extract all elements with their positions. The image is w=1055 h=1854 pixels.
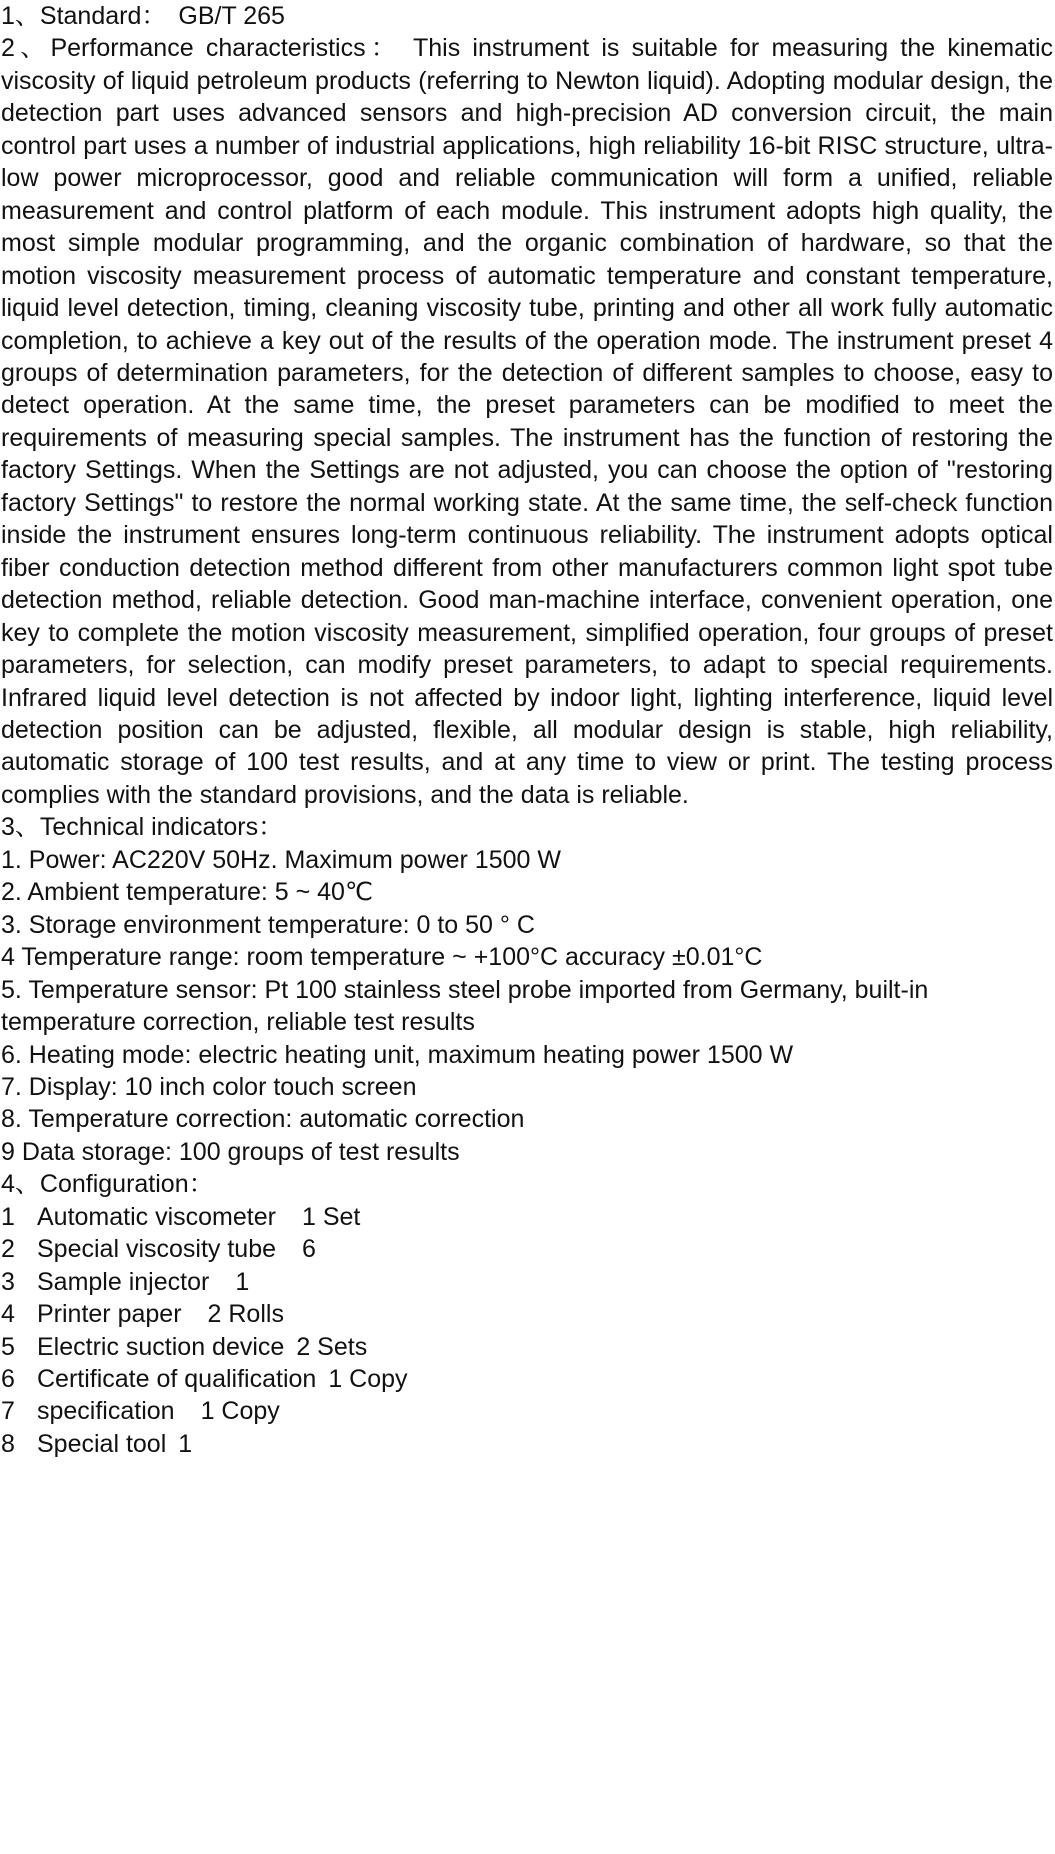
config-name: Sample injector <box>37 1267 210 1296</box>
config-qty: 1 Copy <box>328 1365 408 1394</box>
standard-heading: 1、Standard： <box>1 2 167 30</box>
config-name: Special viscosity tube <box>37 1235 277 1264</box>
config-name: specification <box>37 1397 175 1426</box>
config-name: Printer paper <box>37 1300 182 1329</box>
configuration-heading: 4、Configuration： <box>1 1170 214 1199</box>
tech-item-7: 7. Display: 10 inch color touch screen <box>1 1072 417 1101</box>
tech-item-1: 1. Power: AC220V 50Hz. Maximum power 1500 W <box>1 845 561 874</box>
config-name: Electric suction device <box>37 1332 285 1361</box>
config-number: 6 <box>1 1365 15 1394</box>
standard-line <box>1 0 1053 32</box>
config-qty: 6 <box>302 1235 316 1264</box>
tech-item-8: 8. Temperature correction: automatic correction <box>1 1105 525 1134</box>
config-name: Certificate of qualification <box>37 1365 317 1394</box>
config-item-3 <box>1 1266 1053 1298</box>
technical-heading: 3、Technical indicators： <box>1 813 284 842</box>
config-item-4 <box>1 1298 1053 1330</box>
config-qty: 2 Sets <box>296 1332 368 1361</box>
config-number: 2 <box>1 1235 15 1264</box>
config-number: 7 <box>1 1397 15 1426</box>
config-number: 4 <box>1 1300 15 1329</box>
config-item-7 <box>1 1395 1053 1427</box>
config-number: 1 <box>1 1202 15 1231</box>
config-number: 5 <box>1 1332 15 1361</box>
tech-item-5: 5. Temperature sensor: Pt 100 stainless steel probe imported from Germany, built-in temperature correction, reliable test results <box>1 975 929 1037</box>
config-qty: 1 Copy <box>200 1397 280 1426</box>
performance-text: This instrument is suitable for measuring the kinematic viscosity of liquid petroleum products (referring to Newton liquid). Adopting modular design, the detection part uses advanced sensors and high-precision AD conversion circuit, the main control part uses a number of industrial applications, high reliability 16-bit RISC structure, ultra-low power microprocessor, good and reliable communication will form a unified, reliable measurement and control platform of each module. This instrument adopts high quality, the most simple modular programming, and the organic combination of hardware, so that the motion viscosity measurement process of automatic temperature and constant temperature, liquid level detection, timing, cleaning viscosity tube, printing and other all work fully automatic completion, to achieve a key out of the results of the operation mode. The instrument preset 4 groups of determination parameters, for the detection of different samples to choose, easy to detect operation. At the same time, the preset parameters can be modified to meet the requirements of measuring special samples. The instrument has the function of restoring the factory Settings. When the Settings are not adjusted, you can choose the option of "restoring factory Settings" to restore the normal working state. At the same time, the self-check function inside the instrument ensures long-term continuous reliability. The instrument adopts optical fiber conduction detection method different from other manufacturers common light spot tube detection method, reliable detection. Good man-machine interface, convenient operation, one key to complete the motion viscosity measurement, simplified operation, four groups of preset parameters, for selection, can modify preset parameters, to adapt to special requirements. Infrared liquid level detection is not affected by indoor light, lighting interference, liquid level detection position can be adjusted, flexible, all modular design is stable, high reliability, automatic storage of 100 test results, and at any time to view or print. The testing process complies with the standard provisions, and the data is reliable. <box>1 34 1054 809</box>
config-number: 3 <box>1 1267 15 1296</box>
config-item-5 <box>1 1331 1053 1363</box>
tech-item-2: 2. Ambient temperature: 5 ~ 40℃ <box>1 878 374 907</box>
config-item-8 <box>1 1428 1053 1460</box>
config-name: Automatic viscometer <box>37 1202 276 1231</box>
config-item-6 <box>1 1363 1053 1395</box>
tech-item-3: 3. Storage environment temperature: 0 to 50 ° C <box>1 910 535 939</box>
config-qty: 2 Rolls <box>207 1300 284 1329</box>
config-qty: 1 <box>178 1429 193 1458</box>
tech-item-6: 6. Heating mode: electric heating unit, maximum heating power 1500 W <box>1 1040 794 1069</box>
config-qty: 1 Set <box>301 1202 361 1231</box>
config-item-1 <box>1 1201 1053 1233</box>
tech-item-9: 9 Data storage: 100 groups of test results <box>1 1137 460 1166</box>
performance-paragraph <box>1 32 1053 811</box>
config-name: Special tool <box>37 1429 167 1458</box>
config-number: 8 <box>1 1429 15 1458</box>
standard-value: GB/T 265 <box>178 2 285 30</box>
config-qty: 1 <box>235 1267 250 1296</box>
config-item-2 <box>1 1233 1053 1265</box>
tech-item-4: 4 Temperature range: room temperature ~ +100°C accuracy ±0.01°C <box>1 943 763 972</box>
performance-heading: 2、Performance characteristics： <box>1 34 402 63</box>
